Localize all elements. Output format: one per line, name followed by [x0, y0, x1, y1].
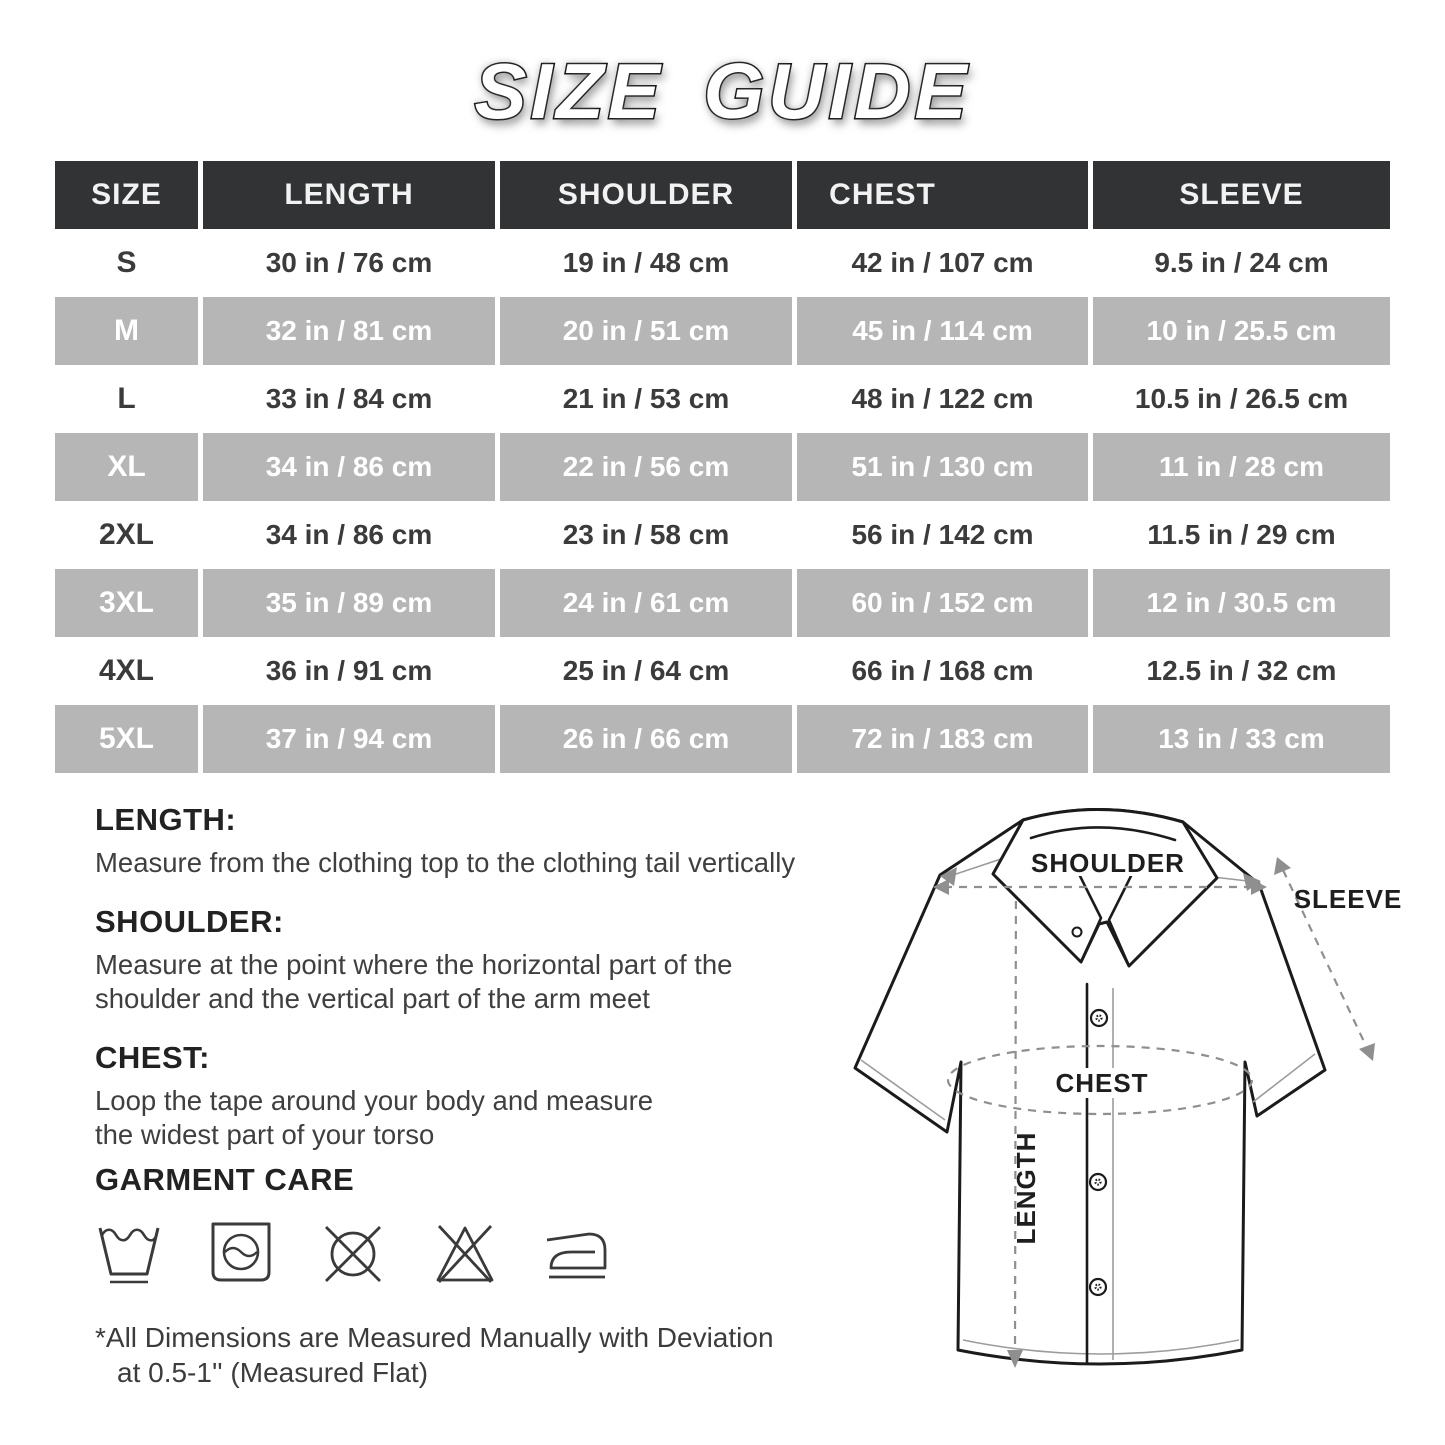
table-header-chest: CHEST	[797, 161, 1088, 229]
table-cell: 34 in / 86 cm	[203, 433, 495, 501]
table-cell: 2XL	[55, 501, 198, 569]
table-cell: 21 in / 53 cm	[500, 365, 792, 433]
definitions-section	[95, 802, 905, 1390]
table-cell: 66 in / 168 cm	[797, 637, 1088, 705]
table-cell: 51 in / 130 cm	[797, 433, 1088, 501]
chest-definition-text: Loop the tape around your body and measure	[95, 1085, 654, 1116]
table-cell: 60 in / 152 cm	[797, 569, 1088, 637]
table-cell: M	[55, 297, 198, 365]
table-cell: 10.5 in / 26.5 cm	[1093, 365, 1390, 433]
table-cell: 33 in / 84 cm	[203, 365, 495, 433]
table-cell: 35 in / 89 cm	[203, 569, 495, 637]
diagram-length-label: LENGTH	[1011, 1131, 1041, 1245]
garment-care-heading: GARMENT CARE	[95, 1162, 355, 1197]
table-cell: 19 in / 48 cm	[500, 229, 792, 297]
machine-wash-gentle-icon	[95, 1214, 163, 1294]
table-cell: 9.5 in / 24 cm	[1093, 229, 1390, 297]
do-not-bleach-icon	[431, 1214, 499, 1294]
table-cell: 13 in / 33 cm	[1093, 705, 1390, 773]
care-icons-row	[95, 1214, 905, 1294]
table-cell: 36 in / 91 cm	[203, 637, 495, 705]
shoulder-definition-heading: SHOULDER:	[95, 904, 284, 939]
table-cell: 12.5 in / 32 cm	[1093, 637, 1390, 705]
note-line: at 0.5-1'' (Measured Flat)	[117, 1357, 429, 1388]
table-cell: 3XL	[55, 569, 198, 637]
table-cell: 5XL	[55, 705, 198, 773]
table-cell: 37 in / 94 cm	[203, 705, 495, 773]
iron-icon	[543, 1214, 611, 1294]
table-cell: 22 in / 56 cm	[500, 433, 792, 501]
table-cell: 48 in / 122 cm	[797, 365, 1088, 433]
length-definition-text: Measure from the clothing top to the clothing tail vertically	[95, 847, 796, 878]
table-header-shoulder: SHOULDER	[500, 161, 792, 229]
table-cell: 25 in / 64 cm	[500, 637, 792, 705]
table-cell: 30 in / 76 cm	[203, 229, 495, 297]
shirt-diagram	[845, 790, 1445, 1380]
table-cell: 45 in / 114 cm	[797, 297, 1088, 365]
table-cell: 10 in / 25.5 cm	[1093, 297, 1390, 365]
chest-definition-heading: CHEST:	[95, 1040, 210, 1075]
tumble-dry-icon	[207, 1214, 275, 1294]
table-cell: 23 in / 58 cm	[500, 501, 792, 569]
table-cell: 12 in / 30.5 cm	[1093, 569, 1390, 637]
table-cell: 34 in / 86 cm	[203, 501, 495, 569]
table-cell: 11.5 in / 29 cm	[1093, 501, 1390, 569]
chest-definition-text: the widest part of your torso	[95, 1119, 435, 1150]
table-cell: 26 in / 66 cm	[500, 705, 792, 773]
note-line: *All Dimensions are Measured Manually with Deviation	[95, 1322, 774, 1353]
table-cell: 4XL	[55, 637, 198, 705]
size-table	[55, 161, 1390, 773]
table-header-sleeve: SLEEVE	[1093, 161, 1390, 229]
diagram-sleeve-label: SLEEVE	[1293, 884, 1403, 914]
table-cell: 72 in / 183 cm	[797, 705, 1088, 773]
table-cell: 11 in / 28 cm	[1093, 433, 1390, 501]
do-not-dry-clean-icon	[319, 1214, 387, 1294]
table-cell: 20 in / 51 cm	[500, 297, 792, 365]
measurement-note	[95, 1320, 905, 1390]
table-cell: 56 in / 142 cm	[797, 501, 1088, 569]
diagram-shoulder-label: SHOULDER	[1031, 848, 1185, 878]
diagram-chest-label: CHEST	[1055, 1068, 1149, 1098]
table-cell: 24 in / 61 cm	[500, 569, 792, 637]
shoulder-definition-text: Measure at the point where the horizontal part of the	[95, 949, 733, 980]
table-header-size: SIZE	[55, 161, 198, 229]
table-cell: S	[55, 229, 198, 297]
table-cell: 42 in / 107 cm	[797, 229, 1088, 297]
shoulder-definition-text: shoulder and the vertical part of the arm meet	[95, 983, 650, 1014]
length-definition-heading: LENGTH:	[95, 802, 237, 837]
table-cell: XL	[55, 433, 198, 501]
table-cell: 32 in / 81 cm	[203, 297, 495, 365]
table-cell: L	[55, 365, 198, 433]
table-header-length: LENGTH	[203, 161, 495, 229]
page-title: SIZE GUIDE	[474, 47, 971, 135]
